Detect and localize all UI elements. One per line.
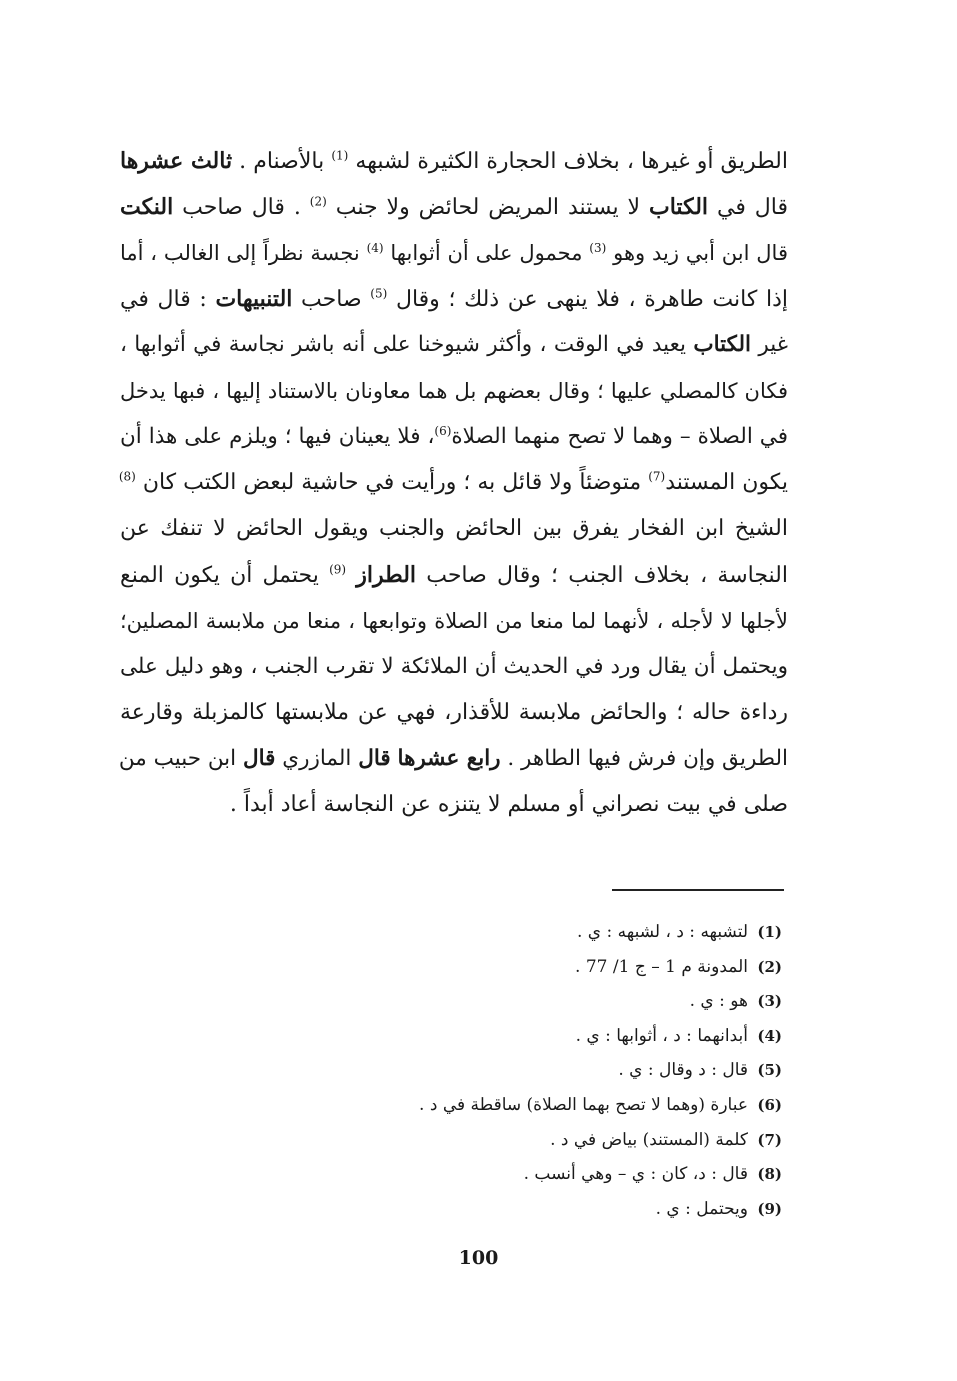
text-run: لا يستند المريض لحائض ولا جنب xyxy=(326,195,650,220)
footnote-reference: (9) xyxy=(329,562,347,577)
bold-term: التنبيهات xyxy=(215,286,293,312)
footnote-text: هو : ي . xyxy=(689,991,748,1012)
footnote-item xyxy=(300,1123,782,1158)
text-line xyxy=(120,184,788,230)
text-run xyxy=(391,746,398,771)
footnote-text: أبدانهما : د ، أثوابها : ي . xyxy=(575,1025,748,1046)
text-run: رداءة حاله ؛ والحائض ملابسة للأقذار، فهي عن ملابستها كالمزبلة وقارعة xyxy=(120,700,788,725)
text-run: : قال في xyxy=(120,287,216,312)
text-run: صلى في بيت نصراني أو مسلم لا يتنزه عن النجاسة أعاد أبداً . xyxy=(229,792,788,817)
text-run: النجاسة ، بخلاف الجنب ؛ وقال صاحب xyxy=(416,563,788,588)
text-line xyxy=(120,506,788,552)
text-run: الشيخ ابن الفخار يفرق بين الحائض والجنب ويقول الحائض لا تنفك عن xyxy=(120,516,788,541)
footnote-item xyxy=(300,1157,782,1192)
footnote-number: (7) xyxy=(757,1130,782,1149)
page-number: 100 xyxy=(458,1247,499,1269)
text-run: . قال صاحب xyxy=(173,195,310,220)
text-line xyxy=(120,552,788,598)
text-run: ابن حبيب من xyxy=(118,746,243,771)
text-line xyxy=(120,414,788,460)
footnote-text: عبارة (وهما لا تصح بهما الصلاة) ساقطة في د . xyxy=(419,1094,748,1115)
text-run: متوضئاً ولا قائل به ؛ ورأيت في حاشية لبعض الكتب كان xyxy=(135,470,649,495)
text-run: لأجلها لا لأجله ، لأنهما لما منعا من الصلاة وتوابعها ، منعا من ملابسة المصلين؛ xyxy=(120,609,788,633)
text-run: في الصلاة – وهما لا تصح منهما الصلاة xyxy=(451,424,788,449)
footnote-item xyxy=(300,1088,782,1123)
footnote-item xyxy=(300,915,782,950)
bold-term: الطراز xyxy=(356,562,417,588)
footnote-number: (2) xyxy=(757,957,782,976)
footnote-text: قال : د، كان : ي – وهي أنسب . xyxy=(523,1164,748,1185)
footnote-reference: (8) xyxy=(118,469,136,484)
text-run: الطريق وإن فرش فيها الطاهر . xyxy=(500,746,788,771)
text-run: قال ابن أبي زيد وهو xyxy=(606,241,788,265)
footnotes-block xyxy=(300,915,782,1226)
text-line xyxy=(120,322,788,368)
text-run: فكان كالمصلي عليها ؛ وقال بعضهم بل هما معاونان بالاستناد إليها ، فبها يدخل xyxy=(120,379,788,403)
text-line xyxy=(120,644,788,690)
bold-term: ثالث عشرها xyxy=(120,148,233,174)
footnote-text: المدونة م 1 – ج 1/ 77 . xyxy=(575,956,748,977)
text-run: يعيد في الوقت ، وأكثر شيوخنا على أنه باشر نجاسة في أثوابها ، xyxy=(120,332,694,357)
footnote-number: (1) xyxy=(757,923,782,941)
text-run: محمول على أن أثوابها xyxy=(383,241,590,265)
bold-term: الكتاب xyxy=(649,194,709,220)
text-line xyxy=(120,368,788,414)
footnote-number: (3) xyxy=(757,992,782,1011)
footnote-number: (8) xyxy=(757,1165,782,1184)
text-line xyxy=(120,690,788,736)
footnote-number: (9) xyxy=(757,1199,782,1218)
text-run: إذا كانت طاهرة ، فلا ينهى عن ذلك ؛ وقال xyxy=(387,287,789,312)
footnote-reference: (7) xyxy=(648,469,666,484)
text-line xyxy=(120,230,788,276)
footnote-reference: (2) xyxy=(309,194,327,209)
text-run: بالأصنام . xyxy=(232,149,332,174)
footnote-number: (4) xyxy=(757,1026,782,1045)
text-run: يكون المستند xyxy=(665,470,788,495)
bold-term: قال xyxy=(242,746,276,771)
footnote-text: قال : د وقال : ي . xyxy=(618,1060,748,1081)
footnote-number: (6) xyxy=(757,1095,782,1114)
main-text-block xyxy=(120,138,788,828)
text-run: قال في xyxy=(708,195,788,220)
text-run: ، فلا يعينان فيها ؛ ويلزم على هذا أن xyxy=(120,424,435,449)
text-run: صاحب xyxy=(292,287,371,312)
text-run: يحتمل أن يكون المنع xyxy=(120,563,330,588)
bold-term: النكت xyxy=(120,194,174,220)
footnote-item xyxy=(300,984,782,1019)
footnote-item xyxy=(300,1019,782,1054)
footnote-reference: (5) xyxy=(370,286,388,301)
footnote-text: ويحتمل : ي . xyxy=(655,1198,748,1219)
text-line xyxy=(120,138,788,184)
text-run: المازري xyxy=(275,746,359,771)
bold-term: رابع عشرها xyxy=(397,746,501,771)
footnote-text: لتشبهه : د ، لشبهه : ي . xyxy=(576,922,748,942)
text-line xyxy=(120,276,788,322)
text-run: نجسة نظراً إلى الغالب ، أما xyxy=(120,241,367,265)
text-line xyxy=(120,736,788,782)
footnote-reference: (4) xyxy=(366,241,384,255)
footnote-item xyxy=(300,1053,782,1088)
footnote-number: (5) xyxy=(757,1061,782,1080)
footnote-item xyxy=(300,1192,782,1227)
footnote-reference: (3) xyxy=(589,241,607,255)
footnote-reference: (6) xyxy=(434,423,452,438)
text-line xyxy=(120,460,788,506)
footnote-reference: (1) xyxy=(331,148,349,163)
footnote-separator xyxy=(612,889,784,891)
text-run xyxy=(346,563,356,588)
text-run: الطريق أو غيرها ، بخلاف الحجارة الكثيرة لشبهه xyxy=(348,149,788,174)
footnote-item xyxy=(300,950,782,985)
bold-term: الكتاب xyxy=(693,332,752,357)
footnote-text: كلمة (المستند) بياض في د . xyxy=(550,1129,748,1150)
text-line xyxy=(120,598,788,644)
text-line xyxy=(120,782,788,828)
text-run: غير xyxy=(751,332,788,357)
text-run: ويحتمل أن يقال ورد في الحديث أن الملائكة لا تقرب الجنب ، وهو دليل على xyxy=(120,654,788,679)
bold-term: قال xyxy=(358,746,391,771)
